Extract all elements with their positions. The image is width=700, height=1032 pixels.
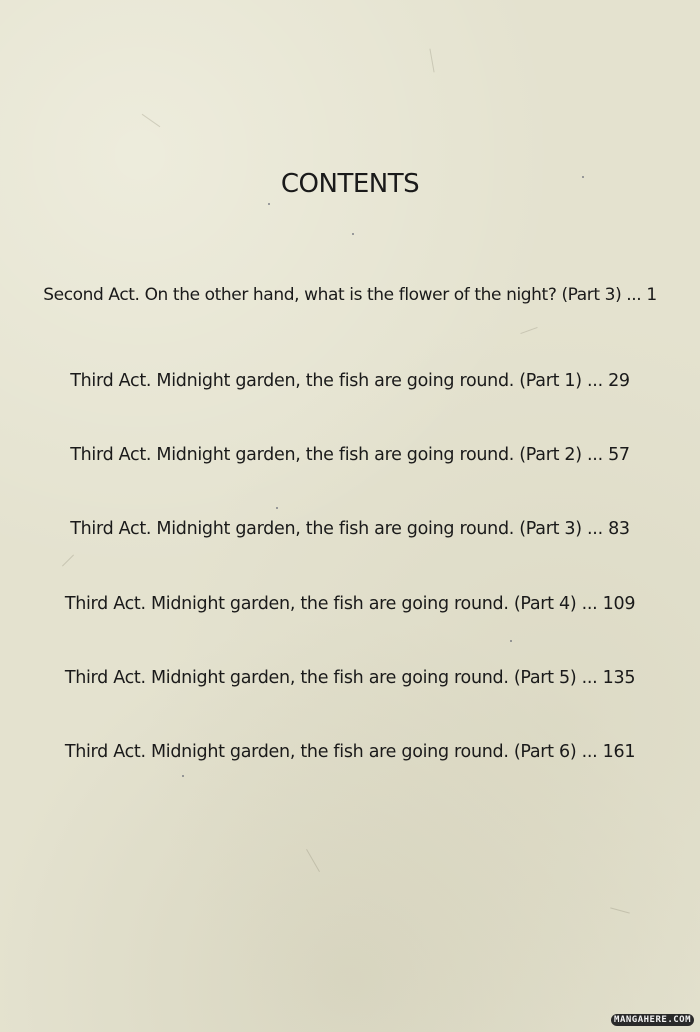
site-watermark: MANGAHERE.COM [611,1014,694,1026]
paper-fleck [182,775,184,777]
contents-entry: Third Act. Midnight garden, the fish are going round. (Part 4) ... 109 [64,594,636,614]
paper-fiber [62,554,74,566]
contents-entry: Second Act. On the other hand, what is the flower of the night? (Part 3) ... 1 [43,285,657,305]
paper-fleck [510,640,512,642]
page-title: CONTENTS [280,169,420,200]
contents-entry: Third Act. Midnight garden, the fish are going round. (Part 2) ... 57 [70,445,630,465]
contents-entry: Third Act. Midnight garden, the fish are going round. (Part 1) ... 29 [70,371,630,391]
paper-fiber [142,114,161,127]
paper-fleck [352,233,354,235]
paper-fiber [520,327,537,334]
contents-entry: Third Act. Midnight garden, the fish are going round. (Part 5) ... 135 [64,668,636,688]
paper-fiber [306,849,320,872]
contents-entry: Third Act. Midnight garden, the fish are going round. (Part 6) ... 161 [64,742,636,762]
paper-fleck [276,507,278,509]
paper-fiber [610,907,630,913]
paper-fiber [429,49,434,73]
contents-entry: Third Act. Midnight garden, the fish are going round. (Part 3) ... 83 [70,519,630,539]
paper-fleck [268,203,270,205]
